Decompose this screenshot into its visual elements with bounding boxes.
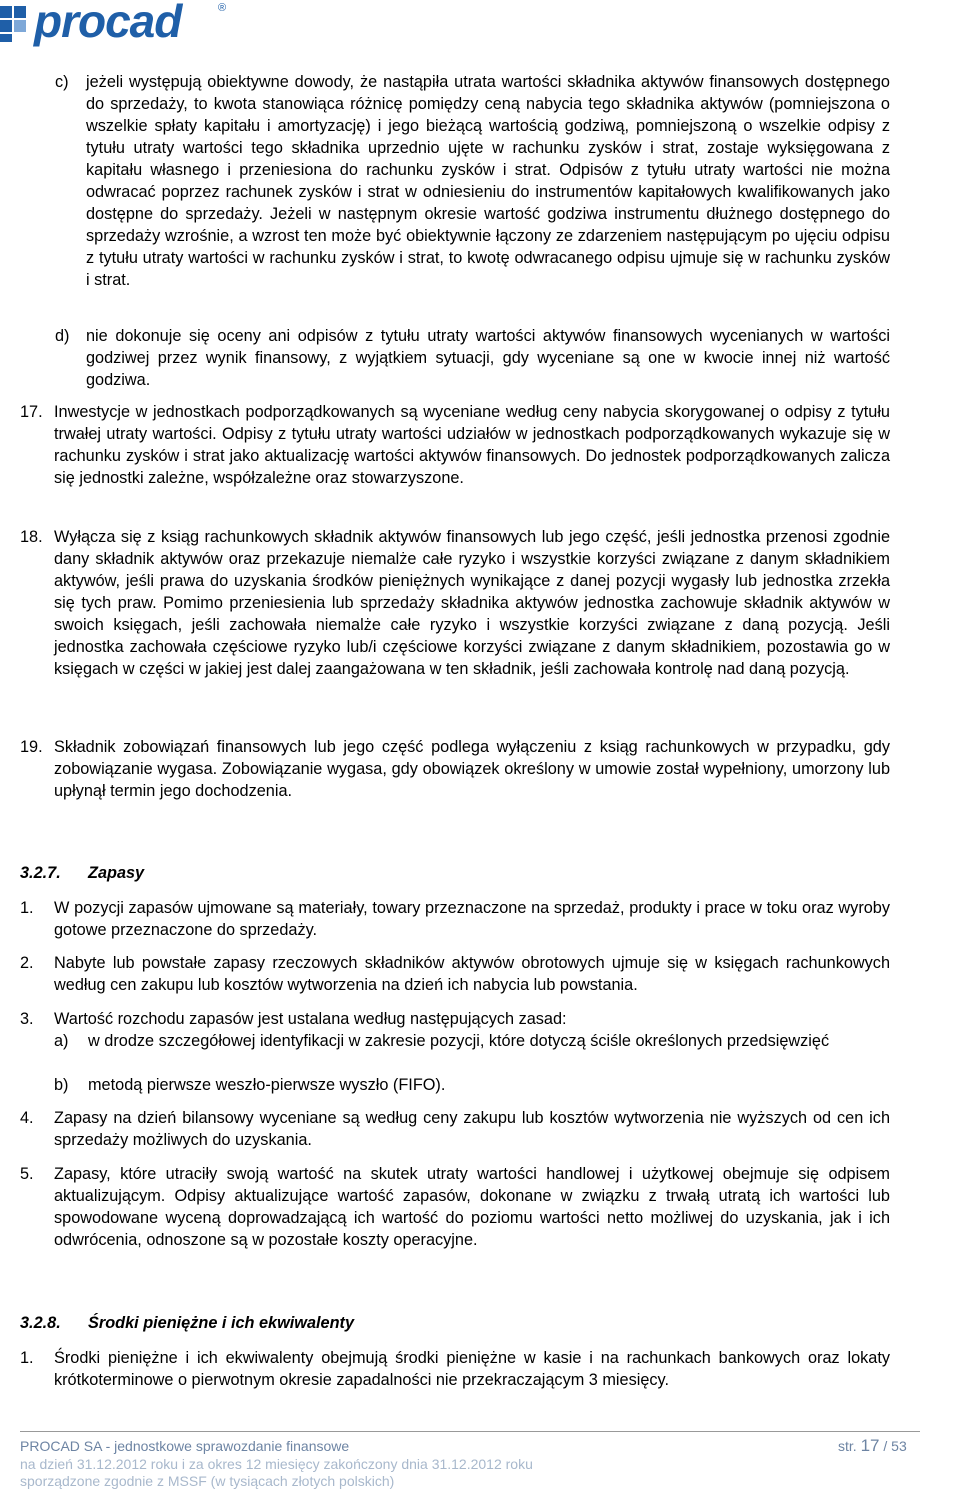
- logo-registered-mark: ®: [218, 2, 227, 14]
- footer-line-3: sporządzone zgodnie z MSSF (w tysiącach złotych polskich): [20, 1473, 395, 1489]
- zasady-text-a: w drodze szczegółowej identyfikacji w zakresie pozycji, które dotyczą ściśle określonych przedsięwzięć: [88, 1032, 830, 1050]
- page-prefix: str.: [838, 1438, 857, 1454]
- zapasy-text-4: Zapasy na dzień bilansowy wyceniane są według ceny zakupu lub kosztów wytworzenia nie wyższych od cen ich sprzedaży możliwych do uzyskania.: [54, 1109, 890, 1149]
- zasady-label-a: a): [54, 1032, 69, 1050]
- item-label-c: c): [55, 73, 69, 91]
- page-current: 17: [860, 1436, 880, 1455]
- procad-logo-icon: [0, 2, 30, 42]
- zapasy-label-2: 2.: [20, 954, 34, 972]
- footer-line-1: PROCAD SA - jednostkowe sprawozdanie finansowe: [20, 1438, 350, 1454]
- zapasy-label-4: 4.: [20, 1109, 34, 1127]
- zasady-label-b: b): [54, 1076, 69, 1094]
- footer-line-2: na dzień 31.12.2012 roku i za okres 12 miesięcy zakończony dnia 31.12.2012 roku: [20, 1456, 533, 1472]
- procad-logo: [0, 0, 240, 48]
- zapasy-text-3: Wartość rozchodu zapasów jest ustalana według następujących zasad:: [54, 1010, 567, 1028]
- item-text-17: Inwestycje w jednostkach podporządkowanych są wyceniane według ceny nabycia skorygowanej o odpisy z tytułu trwałej utraty wartości. Odpisy z tytułu utraty wartości udziałów w jednostkach podporządkowanych wykazuje się w rachunku zysków i strat jako aktualizację wartości aktywów finansowych. Do jednostek podporządkowanych zalicza się jednostki zależne, współzależne oraz stowarzyszone.: [54, 403, 890, 487]
- heading-title-328: Środki pieniężne i ich ekwiwalenty: [88, 1314, 355, 1332]
- srodki-label-1: 1.: [20, 1349, 34, 1367]
- footer-divider: [20, 1431, 920, 1432]
- zasady-text-b: metodą pierwsze weszło-pierwsze wyszło (FIFO).: [88, 1076, 446, 1094]
- zapasy-text-2: Nabyte lub powstałe zapasy rzeczowych składników aktywów obrotowych ujmuje się w księgach rachunkowych według cen zakupu lub kosztów wytworzenia na dzień ich nabycia lub powstania.: [54, 954, 890, 994]
- logo-wordmark: procad: [34, 0, 182, 47]
- zapasy-label-5: 5.: [20, 1165, 34, 1183]
- srodki-text-1: Środki pieniężne i ich ekwiwalenty obejmują środki pieniężne w kasie i na rachunkach bankowych oraz lokaty krótkoterminowe o pierwotnym okresie zapadalności nie przekraczającym 3 miesięcy.: [54, 1349, 890, 1389]
- zapasy-label-3: 3.: [20, 1010, 34, 1028]
- item-label-17: 17.: [20, 403, 43, 421]
- heading-number-328: 3.2.8.: [20, 1314, 61, 1332]
- item-text-c: jeżeli występują obiektywne dowody, że nastąpiła utrata wartości składnika aktywów finansowych dostępnego do sprzedaży, to kwota stanowiąca różnicę pomiędzy ceną nabycia tego składnika aktywów (pomniejszona o wszelkie spłaty kapitału i amortyzację) i jego bieżącą wartością godziwą, pomniejszoną o wszelkie odpisy z tytułu utraty wartości tego składnika uprzednio ujęte w rachunku zysków i strat, zostaje wyksięgowana z kapitału własnego i przeniesiona do rachunku zysków i strat. Odpisów z tytułu utraty wartości nie można odwracać poprzez rachunek zysków i strat w odniesieniu do instrumentów kapitałowych kwalifikowanych jako dostępne do sprzedaży. Jeżeli w następnym okresie wartość godziwa instrumentu dłużnego dostępnego do sprzedaży wzrośnie, a wzrost ten może być obiektywnie łączony ze zdarzeniem następującym po ujęciu odpisu z tytułu utraty wartości w rachunku zysków i strat, to kwotę odwracanego odpisu ujmuje się w rachunku zysków i strat.: [86, 73, 890, 289]
- item-label-18: 18.: [20, 528, 43, 546]
- item-text-18: Wyłącza się z ksiąg rachunkowych składnik aktywów finansowych lub jego część, jeśli jednostka przenosi zgodnie dany składnik aktywów oraz przekazuje niemalże całe ryzyko i wszystkie korzyści związane z danym składnikiem aktywów, jeśli prawa do uzyskania środków pieniężnych wynikające z danej pozycji wygasły lub jednostka zrzekła się tych praw. Pomimo przeniesienia lub sprzedaży składnika aktywów jednostka zachowuje składnik aktywów w swoich księgach, jeśli zachowała niemalże całe ryzyko i wszystkie korzyści związane z daną pozycją. Jeśli jednostka zachowała częściowe ryzyko lub/i częściowe korzyści związane z danym składnikiem, pozostawia go w księgach w części w jakiej jest dalej zaangażowana w ten składnik, jeśli zachowała kontrolę nad daną pozycją.: [54, 528, 890, 678]
- heading-title-327: Zapasy: [88, 864, 145, 882]
- item-label-19: 19.: [20, 738, 43, 756]
- heading-number-327: 3.2.7.: [20, 864, 61, 882]
- item-label-d: d): [55, 327, 70, 345]
- item-text-19: Składnik zobowiązań finansowych lub jego część podlega wyłączeniu z ksiąg rachunkowych w przypadku, gdy zobowiązanie wygasa. Zobowiązanie wygasa, gdy obowiązek określony w umowie został wypełniony, umorzony lub upłynął termin jego dochodzenia.: [54, 738, 890, 800]
- zapasy-text-5: Zapasy, które utraciły swoją wartość na skutek utraty wartości handlowej i użytkowej obejmuje się odpisem aktualizującym. Odpisy aktualizujące wartość zapasów, dokonane w związku z trwałą utratą ich wartości lub spowodowane wyceną doprowadzającą ich wartość do poziomu wartości netto możliwej do uzyskania, jak i ich odwrócenia, odnoszone są w pozostałe koszty operacyjne.: [54, 1165, 890, 1249]
- zapasy-text-1: W pozycji zapasów ujmowane są materiały, towary przeznaczone na sprzedaż, produkty i prace w toku oraz wyroby gotowe przeznaczone do sprzedaży.: [54, 899, 890, 939]
- page-number: [838, 1436, 907, 1456]
- zapasy-label-1: 1.: [20, 899, 34, 917]
- item-text-d: nie dokonuje się oceny ani odpisów z tytułu utraty wartości aktywów finansowych wycenianych w wartości godziwej przez wynik finansowy, z wyjątkiem sytuacji, gdy wyceniane są one w kwocie innej niż wartość godziwa.: [86, 327, 890, 389]
- page-total: / 53: [883, 1438, 907, 1454]
